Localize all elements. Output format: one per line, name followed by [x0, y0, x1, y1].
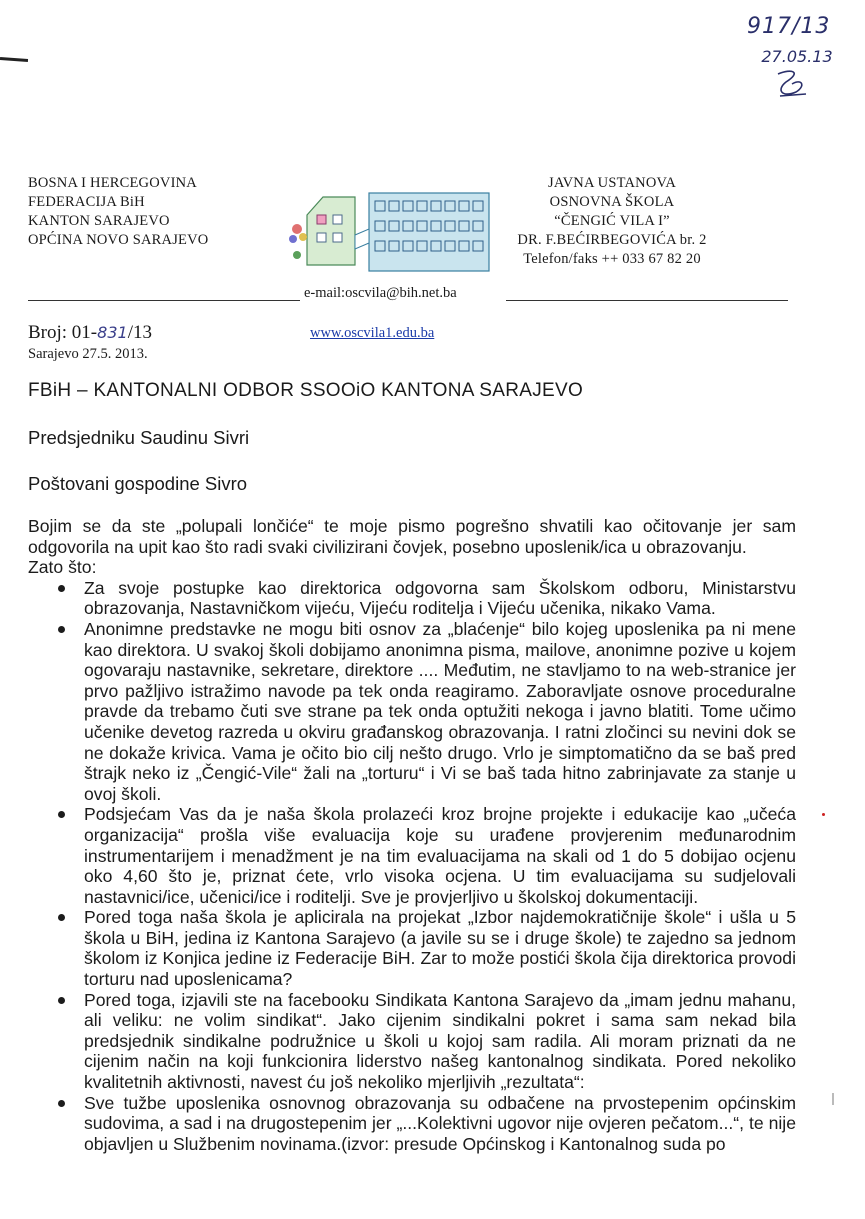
header-left-line: OPĆINA NOVO SARAJEVO: [28, 232, 209, 248]
list-item: [28, 619, 796, 804]
bullet-list: [28, 578, 796, 1155]
list-item-text: Za svoje postupke kao direktorica odgovorna sam Školskom odboru, Ministarstvu obrazovanja, Nastavničkom vijeću, Vijeću roditelja i Vijeću učenika, nikako Vama.: [84, 577, 796, 619]
list-item-text: Anonimne predstavke ne mogu biti osnov za „blaćenje“ bilo kojeg uposlenika pa ni mene kao direktora. U svakoj školi dobijamo anonimna pisma, mailove, anonimne pozive u kojem ogovaraju nastavnike, sekretare, direktore .... Međutim, ne stavljamo to na web-stranice jer prvo pažljivo istražimo navode pa tek onda reagiramo. Zaboravljate osnove proceduralne pravde da trebamo čuti sve strane pa tek onda optužiti nekoga i javno blatiti. Tome učimo učenike devetog razreda u okviru građanskog obrazovanja. I ratni zločinci su nevini dok se ne dokaže krivica. Vama je očito bio cilj nešto drugo. Vrlo je simptomatično da se baš pred štrajk neko iz „Čengić-Vile“ žali na „torturu“ i Vi se baš tada hitno zabrinjavate za stanje u ovoj školi.: [84, 618, 796, 804]
email-row: [28, 285, 788, 305]
list-item: [28, 907, 796, 989]
recipient-line: FBiH – KANTONALNI ODBOR SSOOiO KANTONA SARAJEVO: [28, 380, 584, 401]
scan-speck: [822, 813, 825, 816]
document-number: [28, 322, 152, 344]
signature-scribble-icon: [772, 68, 812, 102]
handnote-number: 917/13: [747, 14, 831, 39]
divider-line: [506, 300, 788, 301]
bullet-icon: [58, 1100, 65, 1107]
school-logo: [283, 185, 493, 277]
list-item: [28, 1093, 796, 1155]
document-number-handwritten: 831: [97, 323, 128, 342]
bullet-icon: [58, 585, 65, 592]
scan-mark: [832, 1093, 834, 1105]
document-date: Sarajevo 27.5. 2013.: [28, 346, 148, 362]
list-item-text: Podsjećam Vas da je naša škola prolazeći kroz brojne projekte i edukacije kao „učeća organizacija“ prošla više evaluacija koje su urađene provjerenim međunarodnim instrumentarijem i menadžment je na tim evaluacijama na skali od 1 do 5 dobijao ocjenu oko 4,60 što je, priznat ćete, vrlo visoka ocjena. U tim evaluacijama su sudjelovali nastavnici/ice, učenici/ice i roditelji. Sve je provjerljivo u školskoj dokumentaciji.: [84, 804, 796, 907]
list-item-text: Sve tužbe uposlenika osnovnog obrazovanja su odbačene na prvostepenim općinskim sudovima, a sad i na drugostepenim jer „...Kolektivni ugovor nije ovjeren pečatom...“, te nije objavljen u Službenim novinama.(izvor: presude Općinskog i Kantonalnog suda po: [84, 1092, 796, 1154]
header-right-block: [497, 174, 727, 269]
header-right-line: Telefon/faks ++ 033 67 82 20: [523, 251, 701, 267]
list-item: [28, 804, 796, 907]
addressee-line: Predsjedniku Saudinu Sivri: [28, 427, 250, 448]
salutation-line: Poštovani gospodine Sivro: [28, 473, 248, 494]
intro-paragraph: Bojim se da ste „polupali lončiće“ te moje pismo pogrešno shvatili kao očitovanje jer sam odgovorila na upit kao što radi svaki civilizirani čovjek, posebno uposlenik/ica u obrazovanju.: [28, 516, 796, 557]
list-item: [28, 990, 796, 1093]
header-left-line: BOSNA I HERCEGOVINA: [28, 175, 197, 191]
email-address[interactable]: e-mail:oscvila@bih.net.ba: [304, 285, 457, 301]
website-link[interactable]: www.oscvila1.edu.ba: [310, 325, 435, 341]
divider-line: [28, 300, 300, 301]
header-left-block: [28, 174, 208, 250]
document-number-prefix: Broj: 01-: [28, 322, 98, 343]
zato-line: Zato što:: [28, 557, 97, 578]
header-right-line: JAVNA USTANOVA: [547, 175, 676, 191]
letter-body: [28, 516, 796, 1154]
handnote-date: 27.05.13: [761, 47, 833, 66]
header-left-line: FEDERACIJA BiH: [28, 194, 145, 210]
bullet-icon: [58, 811, 65, 818]
bullet-icon: [58, 626, 65, 633]
header-right-line: OSNOVNA ŠKOLA: [549, 194, 675, 210]
document-number-suffix: /13: [127, 322, 152, 343]
list-item: [28, 578, 796, 619]
bullet-icon: [58, 997, 65, 1004]
bullet-icon: [58, 914, 65, 921]
list-item-text: Pored toga naša škola je aplicirala na projekat „Izbor najdemokratičnije škole“ i ušla u 5 škola u BiH, jedina iz Kantona Sarajevo (a javile su se i druge škole) te zajedno sa jednom školom iz Konjica jedine iz Federacije BiH. Zar to može postići škola čija direktorica provodi torturu nad uposlenicama?: [84, 907, 796, 990]
header-left-line: KANTON SARAJEVO: [28, 213, 170, 229]
header-right-line: DR. F.BEĆIRBEGOVIĆA br. 2: [517, 232, 707, 248]
handwritten-registration-note: [747, 14, 837, 106]
header-right-line: “ČENGIĆ VILA I”: [554, 213, 670, 229]
margin-mark: [0, 57, 28, 62]
list-item-text: Pored toga, izjavili ste na facebooku Sindikata Kantona Sarajevo da „imam jednu mahanu, ali veliku: ne volim sindikat“. Jako cijenim sindikalni pokret i sama sam nekad bila predsjednik sindikalne podružnice u školi u kojoj sam radila. Ali moram priznati da ne cijenim način na koji funkcionira liderstvo našeg kantonalnog sindikata. Pored nekoliko kvalitetnih aktivnosti, navest ću još nekoliko mjerljivih „rezultata“:: [84, 989, 796, 1093]
